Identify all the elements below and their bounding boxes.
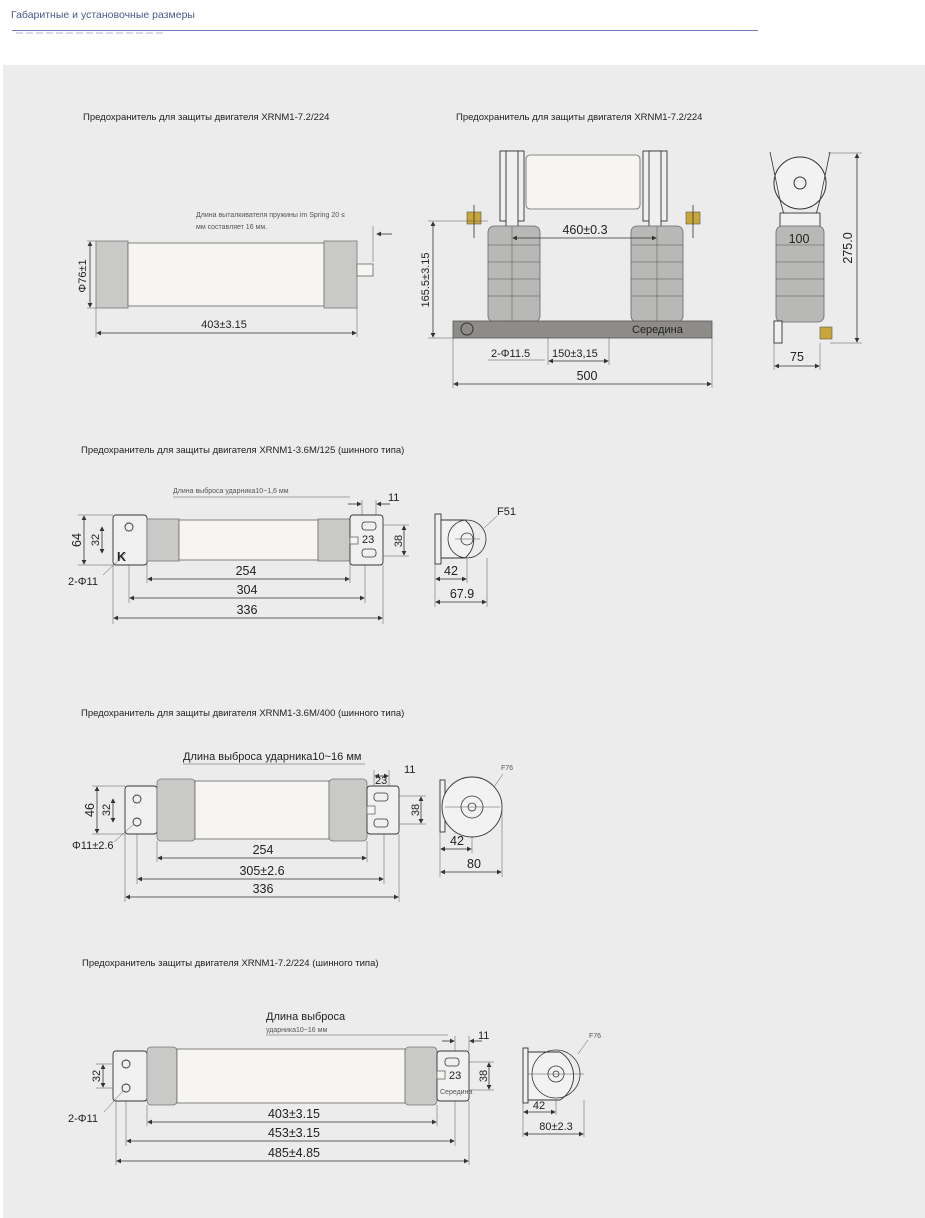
fig2-label-middle: Середина (632, 324, 683, 336)
fig3-title: Предохранитель для защиты двигателя XRNM1-3.6M/125 (шинного типа) (81, 445, 405, 456)
fig1-title: Предохранитель для защиты двигателя XRNM1-7.2/224 (83, 112, 330, 123)
fig4-dim-305: 305±2.6 (239, 864, 285, 878)
fig1-cap-right (324, 241, 357, 308)
fig5-title: Предохранитель защиты двигателя XRNM1-7.2/224 (шинного типа) (82, 958, 379, 969)
fig4-dim-38: 38 (410, 803, 422, 817)
fig4-dim-23: 23 (375, 775, 388, 787)
fig4-dim-254: 254 (252, 843, 274, 857)
fig3-dim-holes: 2-Φ11 (68, 576, 98, 588)
fig2-dim-mid: 150±3,15 (552, 348, 598, 360)
fig2-side-height: 275.0 (841, 232, 855, 264)
fig1-note-2: мм составляет 16 мм. (196, 224, 268, 231)
fig5-note-2: ударника10~16 мм (266, 1027, 328, 1034)
fig5-fuse (68, 958, 601, 1165)
fig1-tube (128, 243, 324, 306)
fig3-dim-32: 32 (90, 533, 102, 547)
fig2-tube (526, 155, 640, 209)
fig5-side-f: F76 (589, 1033, 602, 1040)
fig4-dim-holes: Φ11±2.6 (72, 840, 114, 852)
fig2-dim-height: 165.5±3.15 (420, 252, 432, 308)
fig5-side-view (523, 1033, 601, 1137)
fig1-cap-left (96, 241, 128, 308)
fig4-note: Длина выброса ударника10~16 мм (183, 751, 362, 763)
fig3-dim-38: 38 (393, 534, 405, 548)
fig2-dim-span: 460±0.3 (562, 223, 608, 237)
fig2-dim-base: 500 (576, 369, 598, 383)
fig1-striker (357, 264, 373, 276)
fig3-dim-23: 23 (362, 534, 375, 546)
fig4-dim-32: 32 (101, 803, 113, 817)
fig2-side-width: 100 (788, 232, 810, 246)
fig4-side-f: F76 (501, 765, 514, 772)
fig5-dim-38: 38 (478, 1069, 490, 1083)
fig5-dim-403: 403±3.15 (267, 1107, 321, 1121)
section-title: Габаритные и установочные размеры (11, 9, 195, 21)
fig1-dim-diameter: Φ76±1 (77, 259, 89, 293)
fig3-dim-336: 336 (236, 603, 258, 617)
fig5-dim-485: 485±4.85 (267, 1146, 321, 1160)
fig3-side-42: 42 (444, 564, 458, 578)
fig4-dim-46: 46 (83, 803, 97, 817)
fig4-title: Предохранитель для защиты двигателя XRNM1-3.6M/400 (шинного типа) (81, 708, 405, 719)
fig3-tube (179, 520, 318, 560)
fig5-label-middle: Середина (440, 1089, 473, 1096)
fig1-fuse (77, 112, 392, 337)
fig3-side-f: F51 (497, 506, 516, 518)
fig5-side-42: 42 (532, 1100, 546, 1112)
fig3-label-k: K (117, 550, 127, 564)
fig5-dim-32: 32 (91, 1069, 103, 1083)
fig3-dim-11: 11 (388, 492, 400, 504)
fig4-side-view (440, 765, 513, 877)
fig4-tube (195, 781, 329, 839)
fig4-fuse (72, 708, 513, 902)
fig5-dim-11: 11 (478, 1030, 490, 1042)
fig3-dim-304: 304 (236, 583, 258, 597)
fig1-note-1: Длина выталкивателя пружины im Spring 20 ≤ (196, 212, 345, 219)
fig2-fuse-base (420, 112, 862, 388)
fig5-dim-453: 453±3.15 (267, 1126, 321, 1140)
fig3-side-view (435, 506, 516, 607)
fig3-dim-254: 254 (235, 564, 257, 578)
fig2-title: Предохранитель для защиты двигателя XRNM1-7.2/224 (456, 112, 703, 123)
fig4-dim-336: 336 (252, 882, 274, 896)
fig2-insulator-left (488, 226, 540, 322)
fig3-dim-64: 64 (70, 533, 84, 547)
fig2-side-view (770, 152, 862, 370)
fig5-side-80: 80±2.3 (539, 1121, 573, 1133)
fig4-side-42: 42 (450, 834, 464, 848)
fig5-dim-holes: 2-Φ11 (68, 1113, 98, 1125)
fig2-side-base: 75 (790, 350, 804, 364)
fig5-dim-23: 23 (449, 1070, 462, 1082)
fig3-side-679: 67.9 (449, 587, 475, 601)
fig4-side-80: 80 (467, 857, 481, 871)
fig5-note-1: Длина выброса (266, 1011, 346, 1023)
fig5-tube (177, 1049, 405, 1103)
fig4-dim-11: 11 (404, 764, 416, 776)
fig3-fuse (68, 445, 516, 624)
fig3-note: Длина выброса ударника10~1,6 мм (173, 488, 289, 495)
fig1-dim-length: 403±3.15 (201, 319, 247, 331)
fig2-dim-holes: 2-Φ11.5 (491, 348, 531, 360)
